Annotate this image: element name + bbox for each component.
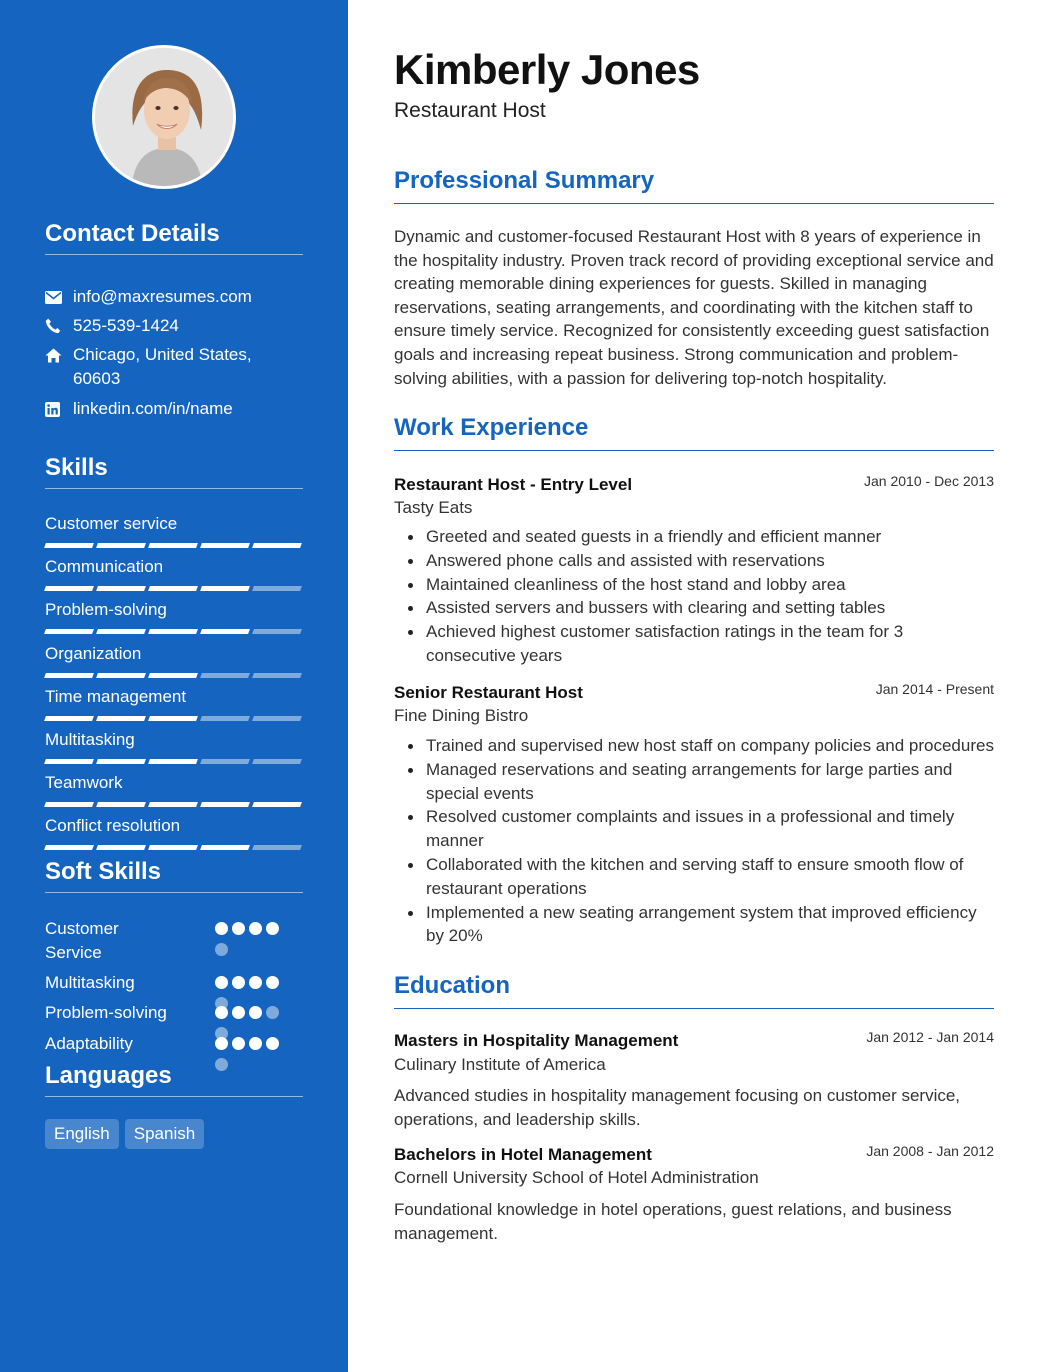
skill-level-segment [96, 586, 146, 591]
skill-level-segment [96, 673, 146, 678]
job-bullets [394, 525, 994, 668]
skill-level-segment [44, 845, 94, 850]
skill-name: Problem-solving [45, 600, 167, 619]
language-tag: Spanish [125, 1119, 204, 1149]
candidate-name: Kimberly Jones [394, 46, 700, 93]
job-company: Fine Dining Bistro [394, 706, 529, 725]
skill-level-segment [200, 802, 250, 807]
skill-level-segment [200, 543, 250, 548]
skill-level-segment [44, 759, 94, 764]
skill-level-segment [44, 629, 94, 634]
rating-dot [215, 1006, 228, 1019]
skill-level-segment [96, 845, 146, 850]
education-heading: Education [394, 972, 994, 1009]
skill-name: Teamwork [45, 773, 123, 792]
skill-level-segment [148, 673, 198, 678]
skill-level-bar [45, 543, 301, 548]
skill-level-segment [200, 716, 250, 721]
list-item: Trained and supervised new host staff on company policies and procedures [394, 734, 994, 758]
skill-level-segment [200, 759, 250, 764]
education-date: Jan 2008 - Jan 2012 [866, 1143, 994, 1159]
skill-level-segment [252, 543, 302, 548]
list-item: Maintained cleanliness of the host stand and lobby area [394, 573, 994, 597]
list-item: Answered phone calls and assisted with reservations [394, 549, 994, 573]
skill-level-segment [148, 716, 198, 721]
skill-level-bar [45, 716, 301, 721]
soft-skill-name: Adaptability [45, 1034, 133, 1053]
education-degree: Masters in Hospitality Management [394, 1031, 679, 1050]
contact-linkedin-text: linkedin.com/in/name [73, 399, 233, 418]
education-description: Advanced studies in hospitality management focusing on customer service, operations, and leadership skills. [394, 1086, 961, 1129]
rating-dot [249, 922, 262, 935]
skill-level-segment [200, 845, 250, 850]
skill-level-segment [96, 543, 146, 548]
skill-level-segment [44, 716, 94, 721]
skill-level-segment [252, 845, 302, 850]
skills-heading: Skills [45, 454, 303, 489]
skill-name: Communication [45, 557, 164, 576]
skill-level-segment [148, 845, 198, 850]
skill-item [45, 643, 301, 678]
summary-heading: Professional Summary [394, 167, 994, 204]
skill-level-segment [252, 673, 302, 678]
candidate-role: Restaurant Host [394, 99, 546, 122]
skill-level-bar [45, 629, 301, 634]
education-school: Culinary Institute of America [394, 1055, 606, 1074]
skill-name: Multitasking [45, 730, 135, 749]
skill-level-segment [96, 629, 146, 634]
skill-level-segment [252, 629, 302, 634]
soft-skill-name: Multitasking [45, 973, 135, 992]
home-icon [45, 343, 73, 367]
list-item: Managed reservations and seating arrangements for large parties and special events [394, 758, 994, 806]
skill-name: Customer service [45, 514, 178, 533]
soft-skill-name: Problem-solving [45, 1003, 167, 1022]
skill-level-bar [45, 845, 301, 850]
skill-level-segment [96, 759, 146, 764]
phone-icon [45, 314, 73, 338]
skill-level-segment [44, 673, 94, 678]
rating-dot [266, 1037, 279, 1050]
language-tag: English [45, 1119, 119, 1149]
rating-dot [215, 976, 228, 989]
skill-item [45, 599, 301, 634]
skill-level-segment [44, 543, 94, 548]
contact-phone[interactable] [45, 314, 303, 338]
rating-dot [266, 976, 279, 989]
skill-level-bar [45, 759, 301, 764]
skill-level-segment [96, 716, 146, 721]
rating-dot [215, 943, 228, 956]
contact-email-text: info@maxresumes.com [73, 287, 252, 306]
contact-details-heading: Contact Details [45, 220, 303, 255]
job-title: Restaurant Host - Entry Level [394, 475, 633, 494]
skill-level-segment [200, 586, 250, 591]
skill-level-segment [96, 802, 146, 807]
list-item: Resolved customer complaints and issues in a professional and timely manner [394, 805, 994, 853]
skill-level-segment [252, 802, 302, 807]
languages-heading: Languages [45, 1062, 303, 1097]
rating-dot [232, 1037, 245, 1050]
contact-address [45, 343, 303, 391]
skill-level-segment [200, 629, 250, 634]
education-school: Cornell University School of Hotel Administration [394, 1168, 759, 1187]
soft-skill-rating [215, 1006, 295, 1040]
skill-level-segment [148, 586, 198, 591]
skill-level-segment [44, 586, 94, 591]
rating-dot [249, 976, 262, 989]
skill-item [45, 513, 301, 548]
skill-level-bar [45, 802, 301, 807]
job-date: Jan 2014 - Present [875, 681, 994, 697]
list-item: Achieved highest customer satisfaction ratings in the team for 3 consecutive years [394, 620, 994, 668]
education-degree: Bachelors in Hotel Management [394, 1145, 652, 1164]
job-bullets [394, 734, 994, 948]
contact-phone-text: 525-539-1424 [73, 316, 179, 335]
skill-level-bar [45, 673, 301, 678]
list-item: Collaborated with the kitchen and serving staff to ensure smooth flow of restaurant operations [394, 853, 994, 901]
languages-list [45, 1119, 204, 1149]
rating-dot [215, 922, 228, 935]
list-item: Assisted servers and bussers with clearing and setting tables [394, 596, 994, 620]
soft-skill-rating [215, 976, 295, 1010]
contact-email[interactable] [45, 285, 303, 309]
skill-level-bar [45, 586, 301, 591]
skill-level-segment [44, 802, 94, 807]
profile-photo [92, 45, 236, 189]
skill-item [45, 815, 301, 850]
profile-photo-image [95, 48, 236, 189]
rating-dot [215, 1037, 228, 1050]
education-date: Jan 2012 - Jan 2014 [866, 1029, 994, 1045]
soft-skills-heading: Soft Skills [45, 858, 303, 893]
rating-dot [266, 922, 279, 935]
envelope-icon [45, 285, 73, 309]
skill-item [45, 772, 301, 807]
contact-address-text: Chicago, United States, 60603 [73, 345, 252, 388]
rating-dot [249, 1037, 262, 1050]
contact-linkedin[interactable] [45, 397, 303, 421]
rating-dot [232, 1006, 245, 1019]
job-company: Tasty Eats [394, 498, 473, 517]
skill-item [45, 686, 301, 721]
skill-level-segment [252, 586, 302, 591]
skill-level-segment [148, 759, 198, 764]
experience-heading: Work Experience [394, 414, 994, 451]
skill-item [45, 729, 301, 764]
skill-name: Conflict resolution [45, 816, 181, 835]
skill-level-segment [200, 673, 250, 678]
skill-level-segment [252, 716, 302, 721]
skill-item [45, 556, 301, 591]
soft-skill-rating [215, 922, 295, 956]
list-item: Implemented a new seating arrangement system that improved efficiency by 20% [394, 901, 994, 949]
sidebar [0, 0, 348, 1372]
skill-name: Time management [45, 687, 187, 706]
skill-level-segment [148, 802, 198, 807]
job-date: Jan 2010 - Dec 2013 [864, 473, 994, 489]
rating-dot [232, 922, 245, 935]
skill-name: Organization [45, 644, 142, 663]
rating-dot [249, 1006, 262, 1019]
education-description: Foundational knowledge in hotel operations, guest relations, and business management. [394, 1200, 952, 1243]
skill-level-segment [148, 629, 198, 634]
rating-dot [266, 1006, 279, 1019]
skill-level-segment [252, 759, 302, 764]
list-item: Greeted and seated guests in a friendly and efficient manner [394, 525, 994, 549]
skill-level-segment [148, 543, 198, 548]
linkedin-icon [45, 397, 73, 421]
rating-dot [232, 976, 245, 989]
job-title: Senior Restaurant Host [394, 683, 583, 702]
summary-text: Dynamic and customer-focused Restaurant Host with 8 years of experience in the hospitality industry. Proven track record of providing exceptional service and creating memorable dining experiences for guests. Skilled in managing reservations, seating arrangements, and coordinating with the kitchen staff to ensure timely service. Recognized for consistently exceeding guest satisfaction goals and increasing repeat business. Strong communication and problem-solving abilities, with a passion for delivering top-notch hospitality. [394, 227, 994, 388]
soft-skill-name: Customer Service [45, 919, 119, 962]
